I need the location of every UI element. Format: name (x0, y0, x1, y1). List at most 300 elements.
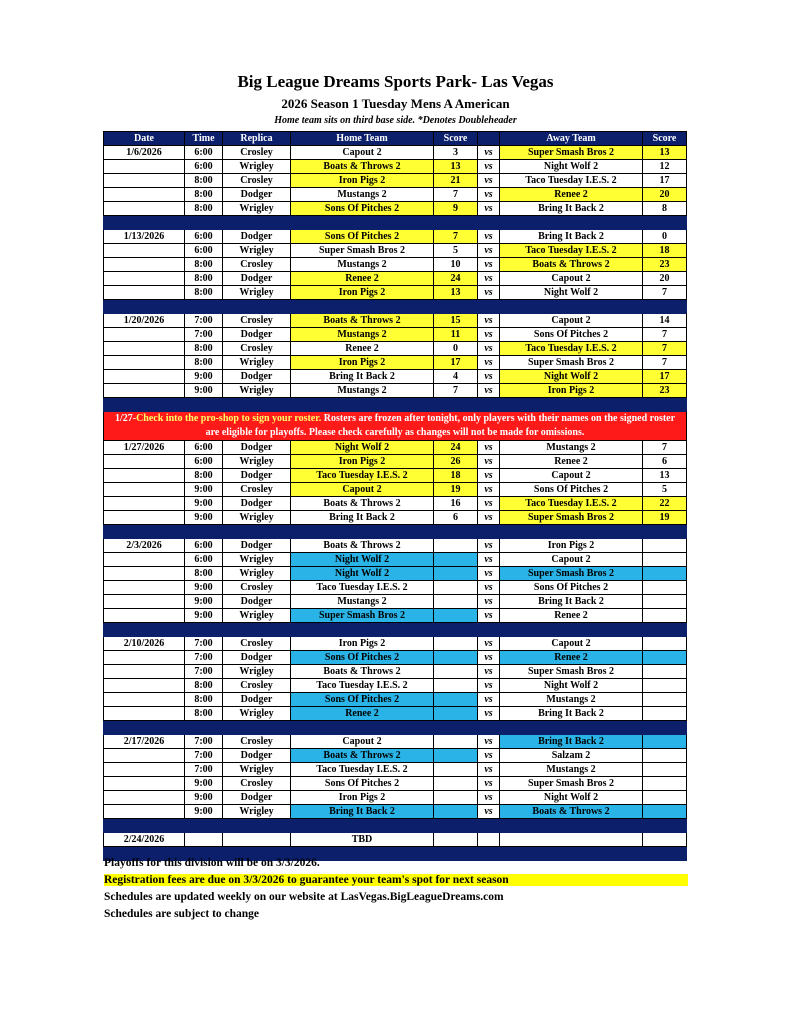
game-date (104, 244, 185, 258)
game-time: 6:00 (185, 244, 223, 258)
vs-label: vs (478, 441, 500, 455)
vs-label: vs (478, 777, 500, 791)
game-date (104, 805, 185, 819)
away-team: Capout 2 (500, 314, 643, 328)
home-team: Sons Of Pitches 2 (291, 202, 434, 216)
game-time: 9:00 (185, 595, 223, 609)
vs-label: vs (478, 342, 500, 356)
away-score: 8 (643, 202, 687, 216)
table-row (104, 497, 687, 511)
away-team: Iron Pigs 2 (500, 539, 643, 553)
table-row (104, 609, 687, 623)
away-score: 19 (643, 511, 687, 525)
week-separator (104, 819, 687, 833)
home-team: Taco Tuesday I.E.S. 2 (291, 469, 434, 483)
game-date (104, 160, 185, 174)
game-time: 6:00 (185, 539, 223, 553)
game-date (104, 693, 185, 707)
away-team: Renee 2 (500, 188, 643, 202)
vs-label: vs (478, 202, 500, 216)
game-field: Wrigley (223, 567, 291, 581)
week-separator (104, 398, 687, 412)
game-date (104, 272, 185, 286)
away-score (643, 749, 687, 763)
table-row (104, 749, 687, 763)
game-field (223, 833, 291, 847)
home-score (434, 539, 478, 553)
vs-label: vs (478, 497, 500, 511)
home-score (434, 679, 478, 693)
home-team: Bring It Back 2 (291, 511, 434, 525)
home-team: Bring It Back 2 (291, 805, 434, 819)
away-score: 7 (643, 441, 687, 455)
table-row (104, 244, 687, 258)
away-score: 14 (643, 314, 687, 328)
home-score: 10 (434, 258, 478, 272)
vs-label: vs (478, 581, 500, 595)
away-team: Night Wolf 2 (500, 791, 643, 805)
home-score: 9 (434, 202, 478, 216)
away-team: Taco Tuesday I.E.S. 2 (500, 342, 643, 356)
playoffs-note: Playoffs for this division will be on 3/3/2026. (104, 857, 320, 869)
vs-label: vs (478, 370, 500, 384)
game-field: Wrigley (223, 763, 291, 777)
game-field: Dodger (223, 497, 291, 511)
table-row (104, 469, 687, 483)
home-team: Sons Of Pitches 2 (291, 651, 434, 665)
away-score: 0 (643, 230, 687, 244)
col-vs (478, 132, 500, 146)
away-score: 18 (643, 244, 687, 258)
game-date (104, 370, 185, 384)
separator-bar (104, 398, 687, 412)
away-team: Mustangs 2 (500, 693, 643, 707)
away-team: Night Wolf 2 (500, 160, 643, 174)
away-team: Taco Tuesday I.E.S. 2 (500, 497, 643, 511)
home-score (434, 777, 478, 791)
table-row (104, 384, 687, 398)
home-team: Taco Tuesday I.E.S. 2 (291, 763, 434, 777)
game-date (104, 384, 185, 398)
game-date (104, 286, 185, 300)
table-row (104, 174, 687, 188)
game-time: 8:00 (185, 342, 223, 356)
game-date: 1/13/2026 (104, 230, 185, 244)
away-team: Super Smash Bros 2 (500, 146, 643, 160)
game-time: 8:00 (185, 356, 223, 370)
table-header-row (104, 132, 687, 146)
home-team: Mustangs 2 (291, 188, 434, 202)
game-date (104, 567, 185, 581)
table-row (104, 230, 687, 244)
vs-label: vs (478, 609, 500, 623)
game-field: Crosley (223, 342, 291, 356)
away-score (643, 539, 687, 553)
away-team: Boats & Throws 2 (500, 258, 643, 272)
away-team: Sons Of Pitches 2 (500, 581, 643, 595)
game-date (104, 342, 185, 356)
game-date (104, 174, 185, 188)
away-team: Taco Tuesday I.E.S. 2 (500, 174, 643, 188)
away-score: 17 (643, 174, 687, 188)
home-team: Mustangs 2 (291, 258, 434, 272)
away-score (643, 581, 687, 595)
game-date: 2/24/2026 (104, 833, 185, 847)
game-time: 8:00 (185, 258, 223, 272)
away-team: Capout 2 (500, 637, 643, 651)
away-team: Capout 2 (500, 553, 643, 567)
away-score: 6 (643, 455, 687, 469)
game-date (104, 483, 185, 497)
table-row (104, 328, 687, 342)
away-team: Renee 2 (500, 455, 643, 469)
table-row (104, 286, 687, 300)
game-time: 9:00 (185, 609, 223, 623)
home-score: 24 (434, 272, 478, 286)
away-score: 23 (643, 384, 687, 398)
subject-note: Schedules are subject to change (104, 908, 260, 920)
game-field: Dodger (223, 441, 291, 455)
game-date (104, 749, 185, 763)
home-score (434, 749, 478, 763)
home-score: 7 (434, 188, 478, 202)
home-score (434, 609, 478, 623)
home-score: 5 (434, 244, 478, 258)
home-score: 11 (434, 328, 478, 342)
page-title: Big League Dreams Sports Park- Las Vegas (237, 72, 554, 91)
away-team: Night Wolf 2 (500, 370, 643, 384)
col-time: Time (185, 132, 223, 146)
game-time: 8:00 (185, 174, 223, 188)
game-field: Crosley (223, 679, 291, 693)
game-field: Dodger (223, 370, 291, 384)
home-score: 4 (434, 370, 478, 384)
home-team: Iron Pigs 2 (291, 637, 434, 651)
roster-notice-text (104, 412, 687, 441)
game-time: 8:00 (185, 188, 223, 202)
vs-label: vs (478, 511, 500, 525)
table-row (104, 707, 687, 721)
home-team: Renee 2 (291, 272, 434, 286)
col-home-score: Score (434, 132, 478, 146)
away-team: Bring It Back 2 (500, 202, 643, 216)
game-date (104, 651, 185, 665)
game-date (104, 581, 185, 595)
away-score (643, 679, 687, 693)
home-team: Boats & Throws 2 (291, 160, 434, 174)
home-score: 24 (434, 441, 478, 455)
game-time: 6:00 (185, 553, 223, 567)
away-score (643, 609, 687, 623)
schedule-body (104, 146, 687, 861)
game-time: 8:00 (185, 679, 223, 693)
game-time: 7:00 (185, 665, 223, 679)
away-score (643, 735, 687, 749)
game-time (185, 833, 223, 847)
game-time: 9:00 (185, 581, 223, 595)
home-team: Mustangs 2 (291, 595, 434, 609)
game-field: Dodger (223, 693, 291, 707)
home-team: Super Smash Bros 2 (291, 609, 434, 623)
home-score (434, 833, 478, 847)
vs-label: vs (478, 553, 500, 567)
game-time: 8:00 (185, 707, 223, 721)
game-field: Dodger (223, 188, 291, 202)
game-date (104, 665, 185, 679)
game-time: 9:00 (185, 497, 223, 511)
vs-label: vs (478, 595, 500, 609)
game-field: Dodger (223, 791, 291, 805)
vs-label: vs (478, 483, 500, 497)
table-row (104, 483, 687, 497)
away-team: Night Wolf 2 (500, 286, 643, 300)
table-row (104, 188, 687, 202)
home-score: 16 (434, 497, 478, 511)
game-date (104, 763, 185, 777)
away-team (500, 833, 643, 847)
home-team: Taco Tuesday I.E.S. 2 (291, 679, 434, 693)
vs-label: vs (478, 188, 500, 202)
vs-label (478, 833, 500, 847)
home-score: 7 (434, 230, 478, 244)
vs-label: vs (478, 244, 500, 258)
game-time: 6:00 (185, 146, 223, 160)
game-time: 8:00 (185, 469, 223, 483)
vs-label: vs (478, 665, 500, 679)
page-subtitle: 2026 Season 1 Tuesday Mens A American (281, 96, 510, 111)
home-score: 21 (434, 174, 478, 188)
table-row (104, 314, 687, 328)
separator-bar (104, 623, 687, 637)
vs-label: vs (478, 567, 500, 581)
game-date (104, 497, 185, 511)
vs-label: vs (478, 314, 500, 328)
table-row (104, 805, 687, 819)
away-team: Sons Of Pitches 2 (500, 328, 643, 342)
home-score (434, 651, 478, 665)
table-row (104, 146, 687, 160)
away-score: 20 (643, 188, 687, 202)
home-team: Taco Tuesday I.E.S. 2 (291, 581, 434, 595)
game-time: 6:00 (185, 455, 223, 469)
game-time: 8:00 (185, 272, 223, 286)
away-score: 13 (643, 469, 687, 483)
game-time: 7:00 (185, 328, 223, 342)
game-field: Wrigley (223, 384, 291, 398)
week-separator (104, 216, 687, 230)
game-date (104, 707, 185, 721)
away-score: 7 (643, 328, 687, 342)
away-score (643, 777, 687, 791)
table-row (104, 567, 687, 581)
vs-label: vs (478, 258, 500, 272)
week-separator (104, 623, 687, 637)
home-score (434, 553, 478, 567)
away-score (643, 665, 687, 679)
home-score (434, 595, 478, 609)
game-date: 1/27/2026 (104, 441, 185, 455)
vs-label: vs (478, 328, 500, 342)
home-score (434, 665, 478, 679)
home-team: Iron Pigs 2 (291, 791, 434, 805)
home-team: Super Smash Bros 2 (291, 244, 434, 258)
home-team: Capout 2 (291, 735, 434, 749)
separator-bar (104, 525, 687, 539)
home-team: Boats & Throws 2 (291, 749, 434, 763)
game-field: Dodger (223, 595, 291, 609)
away-team: Super Smash Bros 2 (500, 511, 643, 525)
table-row (104, 455, 687, 469)
home-team: Capout 2 (291, 483, 434, 497)
home-team: Bring It Back 2 (291, 370, 434, 384)
game-date (104, 188, 185, 202)
table-row (104, 777, 687, 791)
game-time: 7:00 (185, 637, 223, 651)
col-away-team: Away Team (500, 132, 643, 146)
home-score: 17 (434, 356, 478, 370)
week-separator (104, 525, 687, 539)
away-team: Sons Of Pitches 2 (500, 483, 643, 497)
away-team: Super Smash Bros 2 (500, 777, 643, 791)
col-replica: Replica (223, 132, 291, 146)
home-team: Renee 2 (291, 342, 434, 356)
game-time: 6:00 (185, 160, 223, 174)
home-team: Mustangs 2 (291, 384, 434, 398)
home-score (434, 791, 478, 805)
game-field: Crosley (223, 258, 291, 272)
game-date (104, 356, 185, 370)
home-score: 26 (434, 455, 478, 469)
away-team: Taco Tuesday I.E.S. 2 (500, 244, 643, 258)
home-team: Iron Pigs 2 (291, 174, 434, 188)
away-team: Capout 2 (500, 272, 643, 286)
away-score (643, 651, 687, 665)
notice-prefix: 1/27- (114, 413, 137, 424)
game-time: 6:00 (185, 441, 223, 455)
home-score (434, 693, 478, 707)
away-team: Bring It Back 2 (500, 735, 643, 749)
game-time: 7:00 (185, 749, 223, 763)
game-time: 9:00 (185, 511, 223, 525)
game-field: Wrigley (223, 553, 291, 567)
vs-label: vs (478, 707, 500, 721)
vs-label: vs (478, 455, 500, 469)
game-date (104, 328, 185, 342)
game-field: Crosley (223, 777, 291, 791)
table-row (104, 833, 687, 847)
game-time: 6:00 (185, 230, 223, 244)
game-field: Dodger (223, 272, 291, 286)
away-score (643, 693, 687, 707)
game-field: Dodger (223, 539, 291, 553)
separator-bar (104, 819, 687, 833)
away-score: 7 (643, 286, 687, 300)
home-score: 0 (434, 342, 478, 356)
game-field: Crosley (223, 483, 291, 497)
game-time: 7:00 (185, 735, 223, 749)
table-row (104, 679, 687, 693)
home-score (434, 581, 478, 595)
game-time: 9:00 (185, 483, 223, 497)
vs-label: vs (478, 230, 500, 244)
table-row (104, 342, 687, 356)
table-row (104, 511, 687, 525)
home-team: Iron Pigs 2 (291, 286, 434, 300)
table-row (104, 581, 687, 595)
table-row (104, 651, 687, 665)
game-time: 8:00 (185, 286, 223, 300)
away-team: Renee 2 (500, 609, 643, 623)
game-time: 8:00 (185, 202, 223, 216)
game-field: Wrigley (223, 356, 291, 370)
vs-label: vs (478, 693, 500, 707)
away-score: 13 (643, 146, 687, 160)
vs-label: vs (478, 384, 500, 398)
away-score: 12 (643, 160, 687, 174)
vs-label: vs (478, 160, 500, 174)
home-team: Night Wolf 2 (291, 441, 434, 455)
col-away-score: Score (643, 132, 687, 146)
table-row (104, 595, 687, 609)
home-score (434, 567, 478, 581)
vs-label: vs (478, 469, 500, 483)
away-team: Bring It Back 2 (500, 230, 643, 244)
game-date (104, 553, 185, 567)
game-field: Wrigley (223, 707, 291, 721)
vs-label: vs (478, 749, 500, 763)
away-score (643, 567, 687, 581)
away-score: 20 (643, 272, 687, 286)
away-score (643, 707, 687, 721)
game-field: Dodger (223, 230, 291, 244)
away-score (643, 791, 687, 805)
game-field: Wrigley (223, 665, 291, 679)
home-team: TBD (291, 833, 434, 847)
registration-note: Registration fees are due on 3/3/2026 to guarantee your team's spot for next season (104, 874, 688, 886)
game-date (104, 679, 185, 693)
vs-label: vs (478, 272, 500, 286)
roster-notice (104, 412, 687, 441)
away-team: Mustangs 2 (500, 441, 643, 455)
home-score: 6 (434, 511, 478, 525)
away-score (643, 637, 687, 651)
home-team: Boats & Throws 2 (291, 539, 434, 553)
game-field: Wrigley (223, 609, 291, 623)
game-date: 1/6/2026 (104, 146, 185, 160)
game-date: 2/10/2026 (104, 637, 185, 651)
home-score: 3 (434, 146, 478, 160)
away-score (643, 553, 687, 567)
home-team: Iron Pigs 2 (291, 455, 434, 469)
game-field: Crosley (223, 637, 291, 651)
home-score: 15 (434, 314, 478, 328)
game-field: Wrigley (223, 455, 291, 469)
game-field: Crosley (223, 174, 291, 188)
home-team: Renee 2 (291, 707, 434, 721)
table-row (104, 202, 687, 216)
separator-bar (104, 216, 687, 230)
away-score: 7 (643, 356, 687, 370)
table-row (104, 160, 687, 174)
away-score: 5 (643, 483, 687, 497)
game-field: Wrigley (223, 286, 291, 300)
vs-label: vs (478, 174, 500, 188)
home-team: Capout 2 (291, 146, 434, 160)
schedule-table (103, 131, 687, 861)
week-separator (104, 721, 687, 735)
home-team: Night Wolf 2 (291, 553, 434, 567)
home-score: 13 (434, 286, 478, 300)
